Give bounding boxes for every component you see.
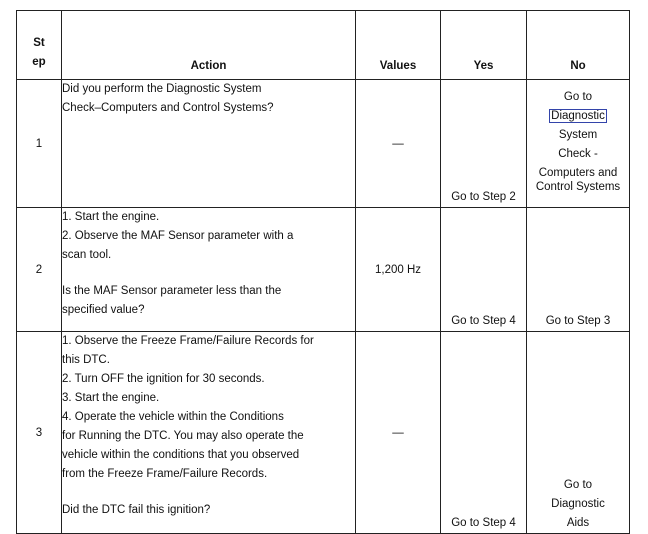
yes-link-step-4[interactable]: Go to Step 4 <box>441 332 527 534</box>
no-link-step-3[interactable]: Go to Step 3 <box>527 208 630 332</box>
action-text: scan tool. <box>62 249 112 261</box>
action-cell <box>62 80 356 208</box>
no-text[interactable]: Aids <box>566 517 590 529</box>
no-text[interactable]: Go to <box>563 479 593 491</box>
action-cell <box>62 208 356 332</box>
table-row <box>17 80 630 208</box>
action-text: 3. Start the engine. <box>62 392 160 404</box>
values-cell: 1,200 Hz <box>356 208 441 332</box>
table-row <box>17 332 630 534</box>
action-text: Did you perform the Diagnostic System <box>62 83 262 95</box>
action-text: 4. Operate the vehicle within the Conditions <box>62 411 284 423</box>
no-text[interactable]: System <box>558 129 598 141</box>
action-text: 1. Observe the Freeze Frame/Failure Records for <box>62 335 314 347</box>
step-number: 3 <box>17 332 62 534</box>
no-text[interactable]: Diagnostic <box>551 498 605 510</box>
no-text[interactable]: Check - <box>558 148 598 160</box>
no-text[interactable]: Computers and <box>538 167 618 179</box>
action-text: this DTC. <box>62 354 110 366</box>
spacer <box>62 484 355 501</box>
yes-link-step-2[interactable]: Go to Step 2 <box>441 80 527 208</box>
values-cell: — <box>356 80 441 208</box>
header-step <box>17 11 62 80</box>
no-text[interactable] <box>527 107 629 126</box>
diagnostic-link[interactable]: Diagnostic <box>551 110 605 122</box>
no-cell <box>527 332 630 534</box>
header-row <box>17 11 630 80</box>
action-text: for Running the DTC. You may also operate the <box>62 430 304 442</box>
step-number: 1 <box>17 80 62 208</box>
action-cell <box>62 332 356 534</box>
header-action: Action <box>62 11 356 80</box>
step-number: 2 <box>17 208 62 332</box>
action-text: 2. Turn OFF the ignition for 30 seconds. <box>62 373 265 385</box>
header-yes: Yes <box>441 11 527 80</box>
header-step-line1: St <box>33 37 45 49</box>
header-values: Values <box>356 11 441 80</box>
values-cell: — <box>356 332 441 534</box>
no-text[interactable]: Go to <box>563 91 593 103</box>
action-text: Check–Computers and Control Systems? <box>62 102 274 114</box>
header-no: No <box>527 11 630 80</box>
spacer <box>62 265 355 282</box>
diagnostic-table <box>16 10 630 534</box>
table-row <box>17 208 630 332</box>
no-cell <box>527 80 630 208</box>
no-text[interactable]: Control Systems <box>535 181 621 193</box>
action-text: from the Freeze Frame/Failure Records. <box>62 468 268 480</box>
action-text: 2. Observe the MAF Sensor parameter with a <box>62 230 294 242</box>
action-text: vehicle within the conditions that you observed <box>62 449 300 461</box>
action-text: Did the DTC fail this ignition? <box>62 504 211 516</box>
action-text: 1. Start the engine. <box>62 211 160 223</box>
yes-link-step-4[interactable]: Go to Step 4 <box>441 208 527 332</box>
header-step-line2: ep <box>32 56 46 68</box>
action-text: specified value? <box>62 304 145 316</box>
action-text: Is the MAF Sensor parameter less than the <box>62 285 282 297</box>
